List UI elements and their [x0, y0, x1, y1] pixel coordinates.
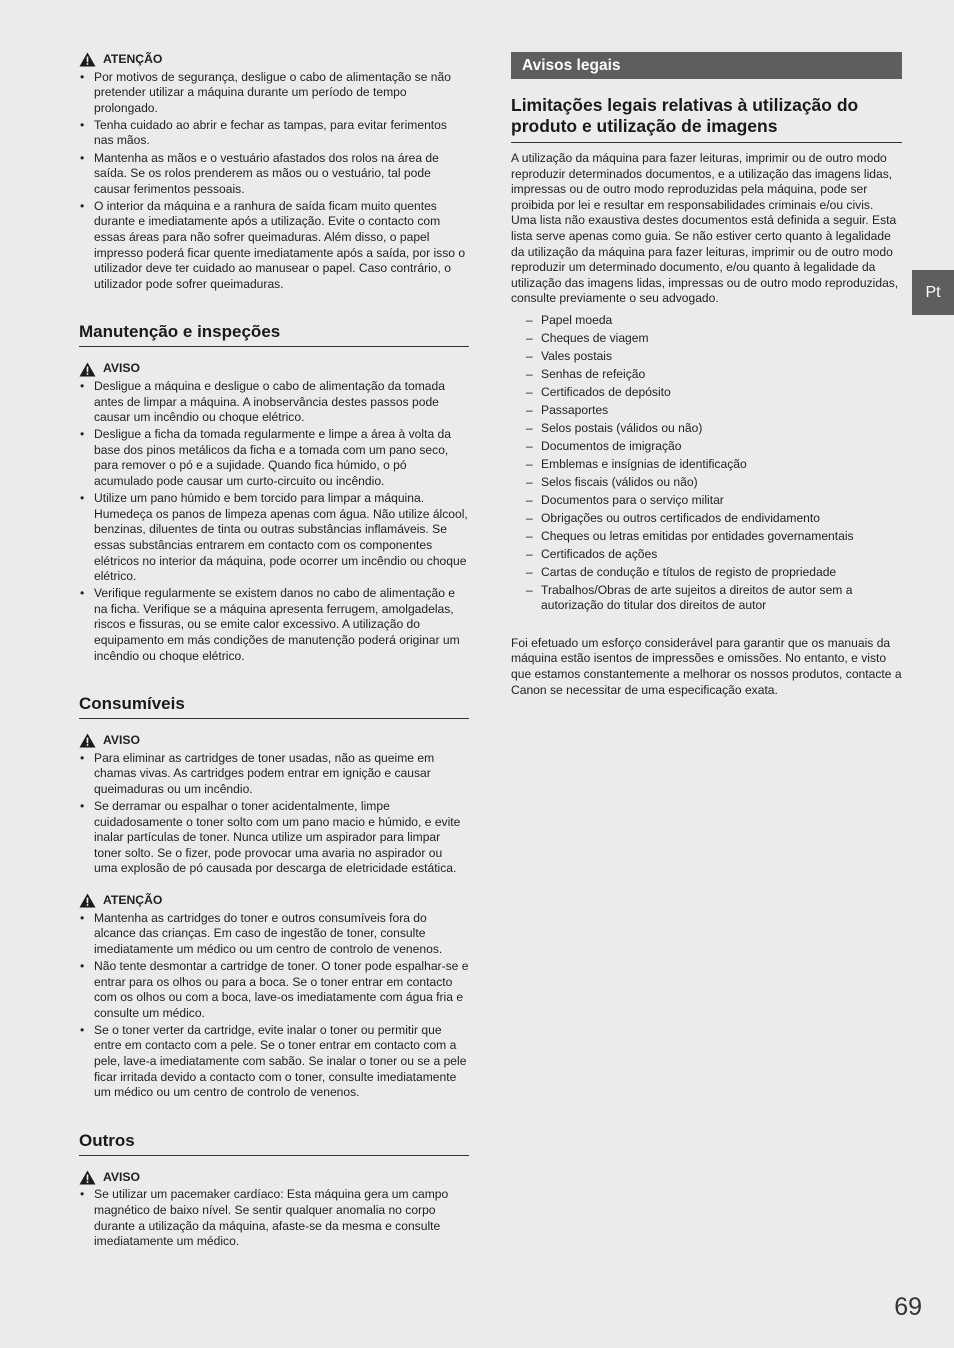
list-item: – Vales postais [511, 349, 902, 365]
consumables-warning-list [79, 751, 469, 877]
list-item: – Obrigações ou outros certificados de endividamento [511, 511, 902, 527]
section-title-others: Outros [79, 1131, 469, 1156]
warning-heading [79, 361, 469, 377]
list-item: – Senhas de refeição [511, 367, 902, 383]
right-column [511, 52, 902, 698]
warning-label: AVISO [103, 733, 141, 748]
list-item: • Se utilizar um pacemaker cardíaco: Esta máquina gera um campo magnético de baixo nível. Se sentir qualquer anomalia no corpo durante a utilização da máquina, afaste-se da mesma e consulte imediatamente um médico. [79, 1187, 469, 1249]
legal-closing-paragraph: Foi efetuado um esforço considerável para garantir que os manuais da máquina estão isentos de impressões e omissões. No entanto, e visto que estamos constantemente a melhorar os nossos produtos, contacte a Canon se necessitar de uma especificação exata. [511, 635, 902, 697]
list-item: – Selos postais (válidos ou não) [511, 421, 902, 437]
language-tab: Pt [912, 270, 954, 315]
list-item: • Se derramar ou espalhar o toner acidentalmente, limpe cuidadosamente o toner solto com um pano macio e húmido, e evite inalar partículas de toner. Nunca utilize um aspirador para limpar toner solto. Se o fizer, pode provocar uma avaria no aspirador ou uma explosão de pó causada por descarga de eletricidade estática. [79, 799, 469, 877]
section-bar-legal-notices: Avisos legais [511, 52, 902, 79]
warning-triangle-icon [79, 362, 96, 377]
list-item: – Selos fiscais (válidos ou não) [511, 475, 902, 491]
page-number: 69 [894, 1293, 922, 1321]
warning-triangle-icon [79, 893, 96, 908]
documents-list [511, 313, 902, 614]
list-item: • Por motivos de segurança, desligue o cabo de alimentação se não pretender utilizar a máquina durante um período de tempo prolongado. [79, 70, 469, 117]
caution-list [79, 70, 469, 293]
consumables-caution-list [79, 911, 469, 1101]
warning-triangle-icon [79, 733, 96, 748]
list-item: – Emblemas e insígnias de identificação [511, 457, 902, 473]
list-item: • O interior da máquina e a ranhura de saída ficam muito quentes durante e imediatamente após a utilização. Evite o contacto com essas áreas para não sofrer queimaduras. Além disso, o papel impresso poderá ficar quente imediatamente após a saída, por isso o utilizador deve ter cuidado ao manusear o papel. Caso contrário, o utilizador pode sofrer queimaduras. [79, 199, 469, 293]
list-item: • Desligue a ficha da tomada regularmente e limpe a área à volta da base dos pinos metálicos da ficha e a tomada com um pano seco, para remover o pó e a sujidade. Quando fica húmido, o pó acumulado pode causar um curto-circuito ou incêndio. [79, 427, 469, 489]
list-item: • Verifique regularmente se existem danos no cabo de alimentação e na ficha. Verifique se a máquina apresenta ferrugem, amolgadelas, riscos e fissuras, ou se emite calor excessivo. A utilização do equipamento em más condições de manutenção poderá originar um incêndio ou choque elétrico. [79, 586, 469, 664]
list-item: – Passaportes [511, 403, 902, 419]
caution-label: ATENÇÃO [103, 893, 163, 908]
legal-heading: Limitações legais relativas à utilização do produto e utilização de imagens [511, 95, 902, 143]
warning-heading [79, 1170, 469, 1186]
list-item: • Mantenha as mãos e o vestuário afastados dos rolos na área de saída. Se os rolos prenderem as mãos ou o vestuário, tal pode causar ferimentos pessoais. [79, 151, 469, 198]
list-item: – Certificados de ações [511, 547, 902, 563]
legal-intro-paragraph: A utilização da máquina para fazer leituras, imprimir ou de outro modo reproduzir determinados documentos, e a utilização das imagens lidas, impressas ou de outro modo reproduzidas pela máquina, pode ser proibida por lei e resultar em responsabilidades criminais e/ou civis. Uma lista não exaustiva destes documentos está definida a seguir. Esta lista serve apenas como guia. Se não estiver certo quanto à legalidade da utilização da máquina para fazer leituras, imprimir ou de outro modo reproduzir um determinado documento, e/ou quanto à legalidade da utilização das imagens lidas, impressas ou de outro modo reproduzidas, consulte previamente o seu advogado. [511, 151, 899, 306]
left-column [79, 52, 469, 1251]
caution-heading [79, 893, 469, 909]
warning-label: AVISO [103, 361, 141, 376]
list-item: • Utilize um pano húmido e bem torcido para limpar a máquina. Humedeça os panos de limpeza apenas com água. Não utilize álcool, benzinas, diluentes de tinta ou outras substâncias inflamáveis. Se essas substâncias entrarem em contacto com os componentes elétricos no interior da máquina, pode ocorrer um incêndio ou choque elétrico. [79, 491, 469, 585]
list-item: – Papel moeda [511, 313, 902, 329]
list-item: • Tenha cuidado ao abrir e fechar as tampas, para evitar ferimentos nas mãos. [79, 118, 469, 149]
caution-heading [79, 52, 469, 68]
maintenance-list [79, 379, 469, 664]
list-item: • Se o toner verter da cartridge, evite inalar o toner ou permitir que entre em contacto com a pele. Se o toner entrar em contacto com a pele, lave-a imediatamente com sabão. Se inalar o toner ou se a pele ficar irritada devido a contacto com o toner, consulte imediatamente um médico ou um centro de controlo de venenos. [79, 1023, 469, 1101]
others-list [79, 1187, 469, 1249]
list-item: • Mantenha as cartridges do toner e outros consumíveis fora do alcance das crianças. Em caso de ingestão de toner, consulte imediatamente um médico ou um centro de controlo de venenos. [79, 911, 469, 958]
warning-heading [79, 733, 469, 749]
list-item: – Cheques de viagem [511, 331, 902, 347]
list-item: – Cartas de condução e títulos de registo de propriedade [511, 565, 902, 581]
list-item: • Para eliminar as cartridges de toner usadas, não as queime em chamas vivas. As cartridges podem entrar em ignição e causar queimaduras ou um incêndio. [79, 751, 469, 798]
warning-triangle-icon [79, 1170, 96, 1185]
list-item: – Cheques ou letras emitidas por entidades governamentais [511, 529, 902, 545]
section-title-consumables: Consumíveis [79, 694, 469, 719]
list-item: – Documentos de imigração [511, 439, 902, 455]
list-item: – Certificados de depósito [511, 385, 902, 401]
section-title-maintenance: Manutenção e inspeções [79, 322, 469, 347]
caution-label: ATENÇÃO [103, 52, 163, 66]
list-item: – Documentos para o serviço militar [511, 493, 902, 509]
warning-label: AVISO [103, 1169, 141, 1184]
list-item: – Trabalhos/Obras de arte sujeitos a direitos de autor sem a autorização do titular dos direitos de autor [511, 583, 902, 614]
list-item: • Não tente desmontar a cartridge de toner. O toner pode espalhar-se e entrar para os olhos ou para a boca. Se o toner entrar em contacto com os olhos ou com a boca, lave-os imediatamente com água fria e consulte um médico. [79, 959, 469, 1021]
warning-triangle-icon [79, 52, 96, 67]
list-item: • Desligue a máquina e desligue o cabo de alimentação da tomada antes de limpar a máquina. A inobservância destes passos pode causar um incêndio ou choque elétrico. [79, 379, 469, 426]
